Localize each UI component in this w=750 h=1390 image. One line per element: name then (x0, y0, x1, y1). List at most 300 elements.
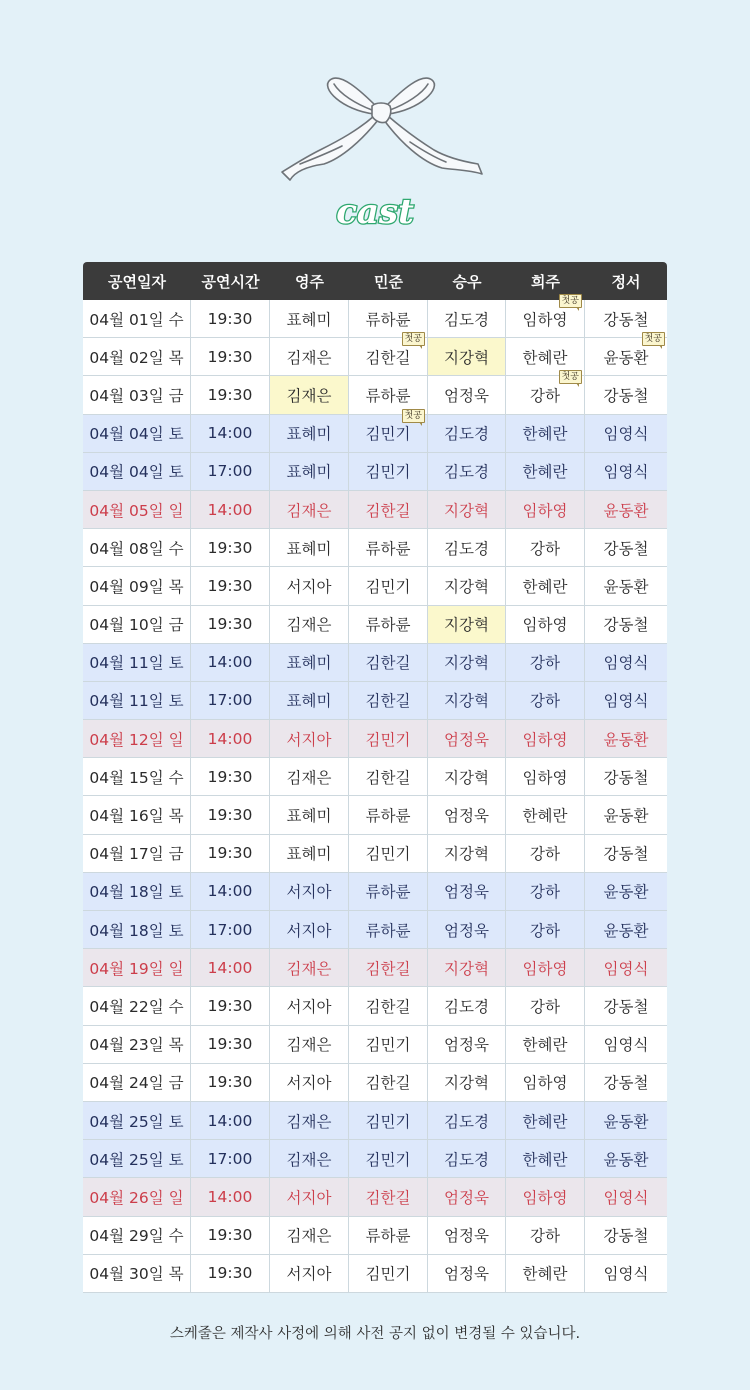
table-row (83, 758, 667, 796)
table-row (83, 296, 667, 338)
svg-text:cast: cast (336, 192, 414, 232)
table-row (83, 949, 667, 987)
cast-cell (506, 415, 585, 452)
actor-name: 김한길 (365, 1188, 411, 1207)
actor-name: 강동철 (603, 1074, 649, 1093)
cast-cell (506, 835, 585, 872)
cast-cell (270, 796, 349, 833)
actor-name: 서지아 (286, 1188, 332, 1207)
cast-cell (506, 453, 585, 490)
cast-cell (270, 720, 349, 757)
cast-cell (270, 682, 349, 719)
cast-cell (270, 300, 349, 337)
cast-schedule-table (83, 262, 667, 1293)
actor-name: 표혜미 (286, 845, 332, 864)
cast-cell (428, 567, 506, 604)
date-cell: 04월 16일 목 (83, 796, 191, 833)
cast-cell (349, 410, 428, 452)
actor-name: 강동철 (603, 539, 649, 558)
cast-cell (270, 415, 349, 452)
actor-name: 한혜란 (522, 577, 568, 596)
actor-name: 김재은 (286, 1150, 332, 1169)
cast-cell (270, 758, 349, 795)
actor-name: 지강혁 (444, 501, 489, 520)
actor-name: 김재은 (286, 1227, 332, 1246)
cast-cell (506, 873, 585, 910)
time-cell: 14:00 (191, 873, 270, 910)
cast-cell (270, 1140, 349, 1177)
cast-cell (428, 796, 506, 833)
actor-name: 임하영 (522, 959, 568, 978)
cast-cell (270, 1178, 349, 1215)
actor-name: 강하 (530, 386, 560, 405)
actor-name: 류하륜 (365, 386, 411, 405)
cast-cell (506, 796, 585, 833)
actor-name: 임영식 (603, 654, 649, 673)
cast-cell (349, 1140, 428, 1177)
column-header-role-1: 영주 (295, 272, 324, 291)
cast-cell (349, 949, 428, 986)
cast-cell (506, 987, 585, 1024)
cast-cell (428, 1217, 506, 1254)
cast-cell (585, 1102, 667, 1139)
cast-cell (349, 644, 428, 681)
cast-cell (506, 372, 585, 413)
cast-cell (506, 1178, 585, 1215)
actor-name: 류하륜 (365, 616, 411, 635)
cast-cell (270, 376, 349, 413)
actor-name: 임하영 (522, 501, 568, 520)
schedule-notice: 스케줄은 제작사 사정에 의해 사전 공지 없이 변경될 수 있습니다. (169, 1326, 581, 1342)
actor-name: 한혜란 (522, 1036, 568, 1055)
first-show-badge: 첫공 (402, 409, 425, 423)
table-row (83, 491, 667, 529)
actor-name: 임영식 (603, 692, 649, 711)
actor-name: 서지아 (286, 997, 332, 1016)
time-cell: 14:00 (191, 491, 270, 528)
actor-name: 지강혁 (444, 692, 489, 711)
column-header-role-3: 승우 (452, 272, 482, 291)
time-cell: 19:30 (191, 300, 270, 337)
cast-cell (349, 1255, 428, 1292)
date-cell: 04월 15일 수 (83, 758, 191, 795)
actor-name: 임하영 (522, 768, 568, 787)
actor-name: 임영식 (603, 463, 649, 482)
actor-name: 김도경 (444, 425, 489, 444)
actor-name: 엄정욱 (444, 921, 489, 940)
cast-cell (270, 1255, 349, 1292)
date-cell: 04월 23일 목 (83, 1026, 191, 1063)
cast-cell (506, 720, 585, 757)
table-row (83, 796, 667, 834)
table-row (83, 453, 667, 491)
time-cell: 17:00 (191, 453, 270, 490)
cast-cell (428, 644, 506, 681)
actor-name: 표혜미 (286, 463, 332, 482)
actor-name: 임영식 (603, 1188, 649, 1207)
cast-cell (428, 453, 506, 490)
actor-name: 김민기 (365, 1265, 411, 1284)
table-row (83, 720, 667, 758)
date-cell: 04월 01일 수 (83, 300, 191, 337)
cast-cell (270, 911, 349, 948)
actor-name: 지강혁 (444, 1074, 489, 1093)
cast-cell (428, 911, 506, 948)
actor-name: 김한길 (365, 692, 411, 711)
cast-cell (585, 567, 667, 604)
actor-name: 임영식 (603, 1265, 649, 1284)
cast-cell (270, 949, 349, 986)
actor-name: 김민기 (365, 425, 411, 444)
table-row (83, 682, 667, 720)
actor-name: 임하영 (522, 310, 568, 329)
actor-name: 류하륜 (365, 807, 411, 826)
actor-name: 지강혁 (444, 577, 489, 596)
actor-name: 표혜미 (286, 807, 332, 826)
actor-name: 김한길 (365, 654, 411, 673)
actor-name: 김도경 (444, 997, 489, 1016)
actor-name: 김재은 (286, 959, 332, 978)
cast-cell (349, 1102, 428, 1139)
table-row (83, 1178, 667, 1216)
time-cell: 19:30 (191, 1217, 270, 1254)
cast-cell (428, 1140, 506, 1177)
actor-name: 김민기 (365, 463, 411, 482)
cast-cell (585, 1217, 667, 1254)
date-cell: 04월 26일 일 (83, 1178, 191, 1215)
actor-name: 김도경 (444, 539, 489, 558)
date-cell: 04월 10일 금 (83, 606, 191, 643)
cast-cell (349, 334, 428, 375)
actor-name: 강동철 (603, 386, 649, 405)
actor-name: 표혜미 (286, 310, 332, 329)
actor-name: 김재은 (286, 501, 332, 520)
first-show-badge: 첫공 (642, 332, 665, 346)
table-row (83, 835, 667, 873)
table-row (83, 529, 667, 567)
actor-name: 지강혁 (444, 348, 489, 367)
first-show-badge: 첫공 (402, 332, 425, 346)
time-cell: 14:00 (191, 1102, 270, 1139)
actor-name: 강동철 (603, 310, 649, 329)
cast-cell (506, 567, 585, 604)
cast-cell (349, 758, 428, 795)
cast-cell (585, 491, 667, 528)
actor-name: 김도경 (444, 1112, 489, 1131)
actor-name: 서지아 (286, 1074, 332, 1093)
cast-cell (506, 491, 585, 528)
cast-cell (506, 296, 585, 337)
actor-name: 김한길 (365, 959, 411, 978)
table-row (83, 1217, 667, 1255)
time-cell: 14:00 (191, 415, 270, 452)
actor-name: 임영식 (603, 425, 649, 444)
actor-name: 한혜란 (522, 463, 568, 482)
cast-cell (428, 415, 506, 452)
column-header-role-4: 희주 (531, 272, 560, 291)
cast-cell (585, 987, 667, 1024)
cast-cell (585, 1178, 667, 1215)
table-row (83, 1140, 667, 1178)
actor-name: 류하륜 (365, 310, 411, 329)
actor-name: 김민기 (365, 730, 411, 749)
actor-name: 윤동환 (603, 1150, 649, 1169)
cast-cell (506, 1026, 585, 1063)
actor-name: 한혜란 (522, 1265, 568, 1284)
cast-cell (585, 1064, 667, 1101)
cast-cell (506, 949, 585, 986)
cast-cell (428, 987, 506, 1024)
cast-cell (270, 1217, 349, 1254)
cast-cell (585, 720, 667, 757)
table-row (83, 410, 667, 453)
actor-name: 서지아 (286, 883, 332, 902)
column-header-role-2: 민준 (374, 272, 403, 291)
table-body (83, 296, 667, 1293)
actor-name: 윤동환 (603, 807, 649, 826)
cast-cell (428, 682, 506, 719)
date-cell: 04월 25일 토 (83, 1102, 191, 1139)
cast-cell (428, 606, 506, 643)
time-cell: 19:30 (191, 606, 270, 643)
actor-name: 지강혁 (444, 959, 489, 978)
actor-name: 강하 (530, 845, 560, 864)
actor-name: 류하륜 (365, 539, 411, 558)
actor-name: 김민기 (365, 577, 411, 596)
table-row (83, 987, 667, 1025)
cast-cell (506, 1217, 585, 1254)
actor-name: 엄정욱 (444, 730, 489, 749)
time-cell: 19:30 (191, 376, 270, 413)
actor-name: 김재은 (286, 768, 332, 787)
actor-name: 김재은 (286, 1112, 332, 1131)
actor-name: 김재은 (286, 1036, 332, 1055)
actor-name: 한혜란 (522, 1150, 568, 1169)
date-cell: 04월 12일 일 (83, 720, 191, 757)
time-cell: 17:00 (191, 682, 270, 719)
cast-cell (585, 682, 667, 719)
table-row (83, 1255, 667, 1293)
actor-name: 김민기 (365, 1112, 411, 1131)
actor-name: 류하륜 (365, 883, 411, 902)
cast-cell (349, 567, 428, 604)
cast-cell (428, 758, 506, 795)
actor-name: 강동철 (603, 1227, 649, 1246)
date-cell: 04월 18일 토 (83, 873, 191, 910)
time-cell: 19:30 (191, 758, 270, 795)
time-cell: 14:00 (191, 720, 270, 757)
table-row (83, 644, 667, 682)
cast-cell (270, 491, 349, 528)
cast-cell (428, 1064, 506, 1101)
actor-name: 엄정욱 (444, 386, 489, 405)
actor-name: 표혜미 (286, 425, 332, 444)
cast-logo (0, 190, 750, 238)
actor-name: 임영식 (603, 1036, 649, 1055)
table-row (83, 911, 667, 949)
actor-name: 김재은 (286, 616, 332, 635)
actor-name: 김한길 (365, 348, 411, 367)
actor-name: 윤동환 (603, 883, 649, 902)
cast-cell (506, 758, 585, 795)
cast-cell (270, 873, 349, 910)
date-cell: 04월 02일 목 (83, 338, 191, 375)
table-row (83, 372, 667, 414)
date-cell: 04월 03일 금 (83, 376, 191, 413)
cast-cell (349, 529, 428, 566)
actor-name: 강하 (530, 654, 560, 673)
actor-name: 김한길 (365, 768, 411, 787)
table-row (83, 1102, 667, 1140)
cast-cell (349, 453, 428, 490)
actor-name: 강동철 (603, 997, 649, 1016)
cast-cell (349, 491, 428, 528)
cast-cell (428, 949, 506, 986)
actor-name: 엄정욱 (444, 883, 489, 902)
cast-cell (428, 873, 506, 910)
actor-name: 류하륜 (365, 921, 411, 940)
cast-cell (428, 300, 506, 337)
cast-cell (506, 682, 585, 719)
date-cell: 04월 24일 금 (83, 1064, 191, 1101)
cast-cell (585, 949, 667, 986)
cast-cell (270, 529, 349, 566)
cast-cell (349, 987, 428, 1024)
cast-cell (585, 606, 667, 643)
actor-name: 지강혁 (444, 768, 489, 787)
time-cell: 14:00 (191, 1178, 270, 1215)
actor-name: 김재은 (286, 348, 332, 367)
cast-cell (270, 1064, 349, 1101)
actor-name: 김재은 (286, 386, 332, 405)
table-row (83, 606, 667, 644)
cast-cell (585, 835, 667, 872)
cast-cell (349, 606, 428, 643)
table-row (83, 873, 667, 911)
actor-name: 김도경 (444, 463, 489, 482)
actor-name: 한혜란 (522, 807, 568, 826)
cast-cell (585, 529, 667, 566)
cast-cell (428, 376, 506, 413)
cast-cell (585, 415, 667, 452)
date-cell: 04월 19일 일 (83, 949, 191, 986)
cast-cell (506, 1255, 585, 1292)
cast-cell (506, 911, 585, 948)
actor-name: 임하영 (522, 1074, 568, 1093)
cast-cell (349, 1064, 428, 1101)
cast-cell (349, 376, 428, 413)
cast-cell (585, 911, 667, 948)
actor-name: 김민기 (365, 845, 411, 864)
cast-cell (349, 796, 428, 833)
cast-cell (428, 720, 506, 757)
time-cell: 17:00 (191, 1140, 270, 1177)
cast-cell (428, 1178, 506, 1215)
actor-name: 엄정욱 (444, 1036, 489, 1055)
time-cell: 19:30 (191, 796, 270, 833)
actor-name: 김한길 (365, 997, 411, 1016)
actor-name: 표혜미 (286, 692, 332, 711)
cast-cell (270, 835, 349, 872)
cast-cell (428, 529, 506, 566)
actor-name: 류하륜 (365, 1227, 411, 1246)
date-cell: 04월 11일 토 (83, 644, 191, 681)
actor-name: 엄정욱 (444, 807, 489, 826)
actor-name: 엄정욱 (444, 1188, 489, 1207)
date-cell: 04월 30일 목 (83, 1255, 191, 1292)
column-header-time: 공연시간 (201, 272, 260, 291)
actor-name: 임하영 (522, 616, 568, 635)
time-cell: 19:30 (191, 529, 270, 566)
actor-name: 윤동환 (603, 348, 649, 367)
cast-cell (506, 606, 585, 643)
time-cell: 19:30 (191, 567, 270, 604)
actor-name: 윤동환 (603, 921, 649, 940)
actor-name: 강하 (530, 1227, 560, 1246)
first-show-badge: 첫공 (559, 370, 582, 384)
cast-cell (270, 1026, 349, 1063)
cast-cell (585, 334, 667, 375)
cast-cell (506, 1140, 585, 1177)
actor-name: 지강혁 (444, 616, 489, 635)
time-cell: 19:30 (191, 1064, 270, 1101)
actor-name: 강동철 (603, 845, 649, 864)
cast-cell (585, 644, 667, 681)
actor-name: 서지아 (286, 577, 332, 596)
actor-name: 강동철 (603, 616, 649, 635)
actor-name: 윤동환 (603, 501, 649, 520)
time-cell: 19:30 (191, 1026, 270, 1063)
actor-name: 강하 (530, 997, 560, 1016)
time-cell: 17:00 (191, 911, 270, 948)
time-cell: 19:30 (191, 1255, 270, 1292)
cast-cell (585, 1026, 667, 1063)
actor-name: 김도경 (444, 1150, 489, 1169)
cast-cell (585, 873, 667, 910)
actor-name: 한혜란 (522, 348, 568, 367)
time-cell: 19:30 (191, 987, 270, 1024)
date-cell: 04월 11일 토 (83, 682, 191, 719)
cast-cell (270, 606, 349, 643)
cast-cell (270, 644, 349, 681)
cast-cell (349, 720, 428, 757)
actor-name: 강동철 (603, 768, 649, 787)
cast-cell (506, 529, 585, 566)
cast-cell (349, 835, 428, 872)
cast-cell (349, 1026, 428, 1063)
actor-name: 김한길 (365, 501, 411, 520)
column-header-role-5: 정서 (611, 272, 641, 291)
time-cell: 14:00 (191, 644, 270, 681)
cast-cell (428, 835, 506, 872)
cast-cell (585, 758, 667, 795)
cast-cell (585, 376, 667, 413)
actor-name: 지강혁 (444, 845, 489, 864)
cast-cell (585, 1255, 667, 1292)
time-cell: 19:30 (191, 338, 270, 375)
actor-name: 지강혁 (444, 654, 489, 673)
cast-cell (270, 987, 349, 1024)
first-show-badge: 첫공 (559, 294, 582, 308)
cast-cell (349, 1178, 428, 1215)
cast-title (325, 190, 425, 234)
cast-cell (585, 796, 667, 833)
actor-name: 강하 (530, 921, 560, 940)
actor-name: 윤동환 (603, 577, 649, 596)
actor-name: 임영식 (603, 959, 649, 978)
actor-name: 윤동환 (603, 1112, 649, 1131)
cast-cell (349, 682, 428, 719)
